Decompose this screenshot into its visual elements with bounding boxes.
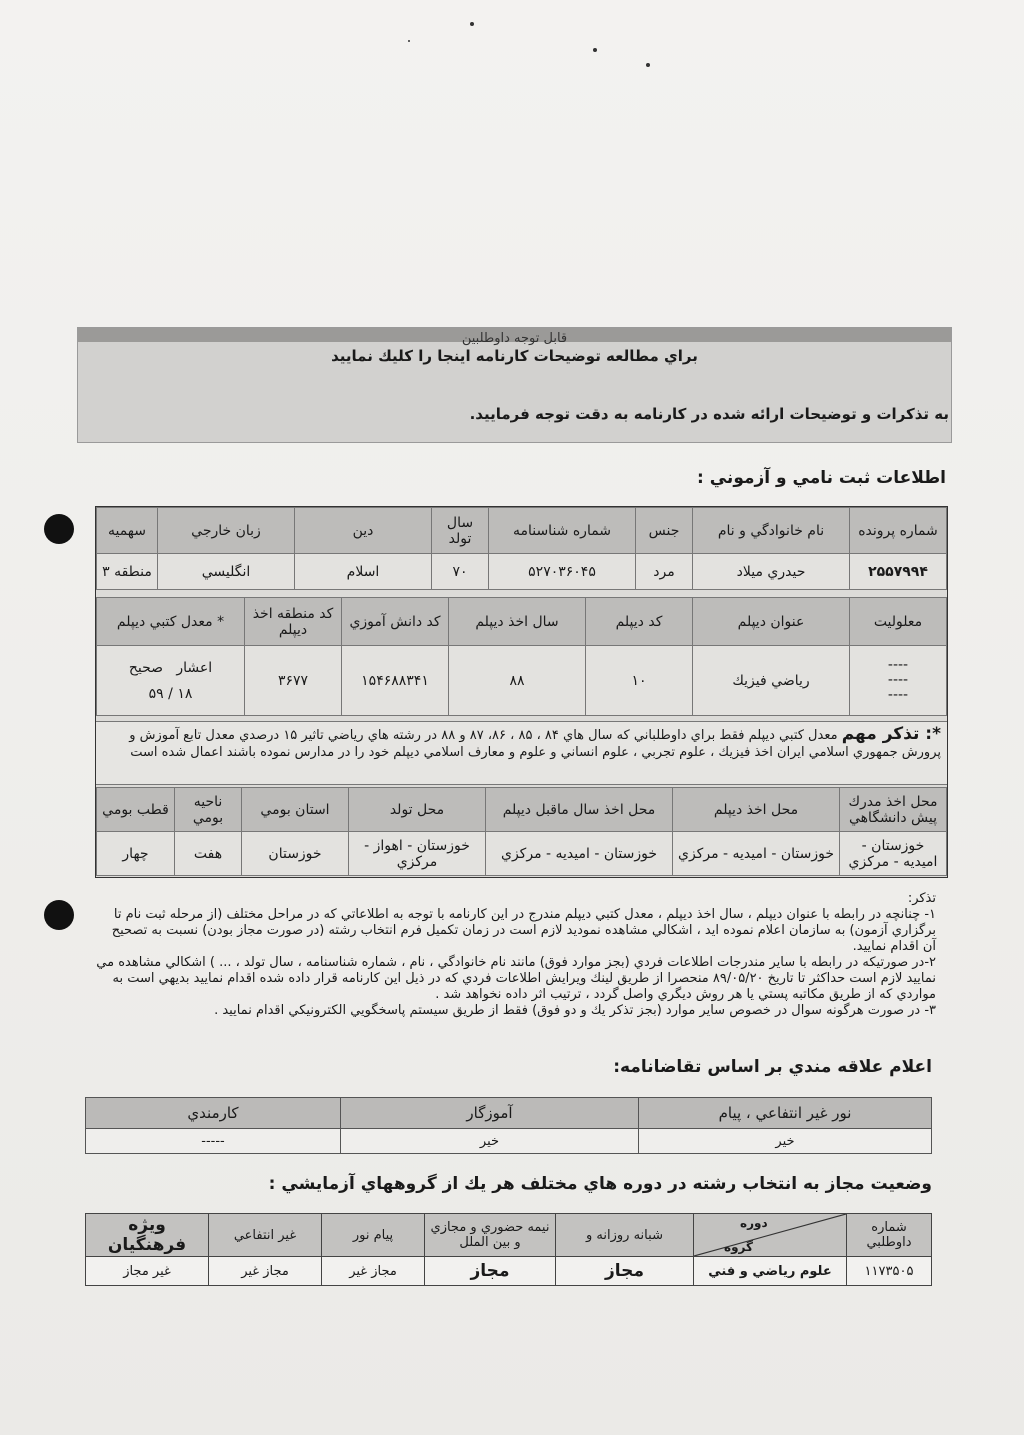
region-code: ۳۶۷۷ [245, 646, 342, 716]
group-label: گروه [724, 1240, 753, 1254]
id-number: ۵۲۷۰۳۶۰۴۵ [489, 554, 636, 590]
gender: مرد [636, 554, 693, 590]
course-group-header [694, 1214, 847, 1257]
header-cell: نام خانوادگي و نام [693, 508, 850, 554]
header-cell: استان بومي [242, 788, 349, 832]
header-cell: سال تولد [432, 508, 489, 554]
header-cell: * معدل كتبي ديپلم [97, 598, 245, 646]
diploma-table [96, 597, 947, 716]
banner-instruction: به تذكرات و توضيحات ارائه شده در كارنامه به دقت توجه فرماييد. [469, 405, 949, 423]
diploma-location: خوزستان - اميديه - مركزي [673, 832, 840, 876]
pre-university-location: خوزستان - اميديه - مركزي [840, 832, 947, 876]
status-non-profit: مجاز غير [209, 1257, 322, 1286]
native-province: خوزستان [242, 832, 349, 876]
birth-place: خوزستان - اهواز - مركزي [349, 832, 486, 876]
pre-diploma-location: خوزستان - اميديه - مركزي [486, 832, 673, 876]
header-cell: محل اخذ سال ماقبل ديپلم [486, 788, 673, 832]
status-day-evening: مجاز [556, 1257, 694, 1286]
diagonal-divider [694, 1214, 846, 1256]
disability: ---- ---- ---- [850, 646, 947, 716]
header-cell: كد دانش آموزي [342, 598, 449, 646]
file-number: ۲۵۵۷۹۹۴ [850, 554, 947, 590]
preference-table [85, 1097, 932, 1154]
registration-table [96, 507, 947, 590]
important-note [96, 721, 947, 785]
scan-speck [408, 40, 410, 42]
preference-value: خير [341, 1129, 639, 1154]
location-table [96, 787, 947, 876]
scan-speck [646, 63, 650, 67]
header-cell: محل تولد [349, 788, 486, 832]
native-district: هفت [175, 832, 242, 876]
transcript-help-link[interactable]: براي مطالعه توضيحات كارنامه اينجا را كليك نماييد [331, 347, 698, 365]
diploma-code: ۱۰ [586, 646, 693, 716]
test-group: علوم رياضي و فني [694, 1257, 847, 1286]
header-cell: زبان خارجي [158, 508, 295, 554]
header-cell: معلوليت [850, 598, 947, 646]
eligibility-title: وضعيت مجاز به انتخاب رشته در دوره هاي مختلف هر يك از گروههاي آزمايشي : [268, 1174, 932, 1194]
header-cell: پيام نور [322, 1214, 425, 1257]
quota: منطقه ۳ [97, 554, 158, 590]
header-cell: شماره شناسنامه [489, 508, 636, 554]
full-name: حيدري ميلاد [693, 554, 850, 590]
birth-year: ۷۰ [432, 554, 489, 590]
header-cell: قطب بومي [97, 788, 175, 832]
preference-value: ----- [86, 1129, 341, 1154]
religion: اسلام [295, 554, 432, 590]
preference-title: اعلام علاقه مندي بر اساس تقاضانامه: [613, 1057, 932, 1077]
header-cell: شبانه روزانه و [556, 1214, 694, 1257]
header-cell: ناحيه بومي [175, 788, 242, 832]
candidate-number: ۱۱۷۳۵۰۵ [847, 1257, 932, 1286]
gpa-value: ۱۸ / ۵۹ [148, 685, 193, 702]
scan-speck [470, 22, 474, 26]
status-virtual: مجاز [425, 1257, 556, 1286]
foreign-language: انگليسي [158, 554, 295, 590]
header-cell: دين [295, 508, 432, 554]
important-note-lead: *: تذكر مهم [841, 724, 941, 744]
punch-hole [44, 514, 74, 544]
header-cell: سهميه [97, 508, 158, 554]
registration-block [95, 506, 948, 878]
header-cell: آموزگار [341, 1098, 639, 1129]
header-cell: نور غير انتفاعي ، پيام [639, 1098, 932, 1129]
header-cell: ويژه فرهنگيان [86, 1214, 209, 1257]
header-cell: عنوان ديپلم [693, 598, 850, 646]
remark-item: ۱- چنانچه در رابطه با عنوان ديپلم ، سال اخذ ديپلم ، معدل كتبي ديپلم مندرج در اين كارنامه با توجه به اطلاعاتي كه در مراحل مختلف (از مرحله ثبت نام تا برگزاري آزمون) به سازمان اعلام نموده ايد ، اشكالي مشاهده نموديد لازم است در زمان تكميل فرم انتخاب رشته (در صورت مجاز بودن) نسبت به تصحيح آن اقدام نماييد. [111, 907, 936, 954]
header-cell: محل اخذ مدرك پيش دانشگاهي [840, 788, 947, 832]
header-cell: كارمندي [86, 1098, 341, 1129]
header-cell: جنس [636, 508, 693, 554]
course-label: دوره [740, 1216, 768, 1230]
remarks-title: تذكر: [907, 891, 936, 906]
scan-speck [593, 48, 597, 52]
banner-caption: قابل توجه داوطلبين [461, 331, 568, 346]
notice-banner [77, 327, 952, 443]
header-cell: شماره پرونده [850, 508, 947, 554]
status-payam-noor: مجاز غير [322, 1257, 425, 1286]
status-farhangian: غير مجاز [86, 1257, 209, 1286]
header-cell: نيمه حضوري و مجازي و بين الملل [425, 1214, 556, 1257]
preference-value: خير [639, 1129, 932, 1154]
remarks-section [96, 891, 936, 1019]
diploma-title: رياضي فيزيك [693, 646, 850, 716]
punch-hole [44, 900, 74, 930]
header-cell: سال اخذ ديپلم [449, 598, 586, 646]
header-cell: محل اخذ ديپلم [673, 788, 840, 832]
header-cell: شماره داوطلبي [847, 1214, 932, 1257]
important-note-text: معدل كتبي ديپلم فقط براي داوطلباني كه سال هاي ۸۴ ، ۸۵ ، ۸۶، ۸۷ و ۸۸ در رشته هاي رياضي تاثير ۱۵ درصدي معدل تابع آموزش و پرورش جمهوري اسلامي ايران اخذ فيزيك ، علوم تجربي ، علوم انساني و علوم و معارف اسلامي ديپلم خود را در مدارس نموده باشند اعمال شده است [129, 728, 941, 760]
header-cell: كد ديپلم [586, 598, 693, 646]
diploma-year: ۸۸ [449, 646, 586, 716]
remark-item: ۳- در صورت هرگونه سوال در خصوص ساير موارد (بجز تذكر يك و دو فوق) فقط از طريق سيستم پاسخگويي الكترونيكي اقدام نماييد . [214, 1003, 936, 1018]
remark-item: ۲-در صورتيكه در رابطه با ساير مندرجات اطلاعات فردي (بجز موارد فوق) مانند نام خانوادگي ، نام ، شماره شناسنامه ، سال تولد ، ... ) اشكالي مشاهده مي نماييد لازم است حداكثر تا تاريخ ۸۹/۰۵/۲۰ منحصرا از طريق لينك ويرايش اطلاعات فردي كه در ذيل اين كارنامه قرار داده شده اقدام نماييد بديهي است به مواردي كه از طريق مكاتبه پستي يا هر روش ديگري واصل گردد ، ترتيب اثر داده نخواهد شد . [96, 955, 936, 1002]
registration-title: اطلاعات ثبت نامي و آزموني : [697, 468, 946, 488]
header-cell: كد منطقه اخذ ديپلم [245, 598, 342, 646]
native-pole: چهار [97, 832, 175, 876]
gpa-labels: اعشار صحيح [128, 659, 213, 676]
student-code: ۱۵۴۶۸۸۳۴۱ [342, 646, 449, 716]
diploma-gpa [97, 646, 245, 716]
header-cell: غير انتفاعي [209, 1214, 322, 1257]
eligibility-table [85, 1213, 932, 1286]
